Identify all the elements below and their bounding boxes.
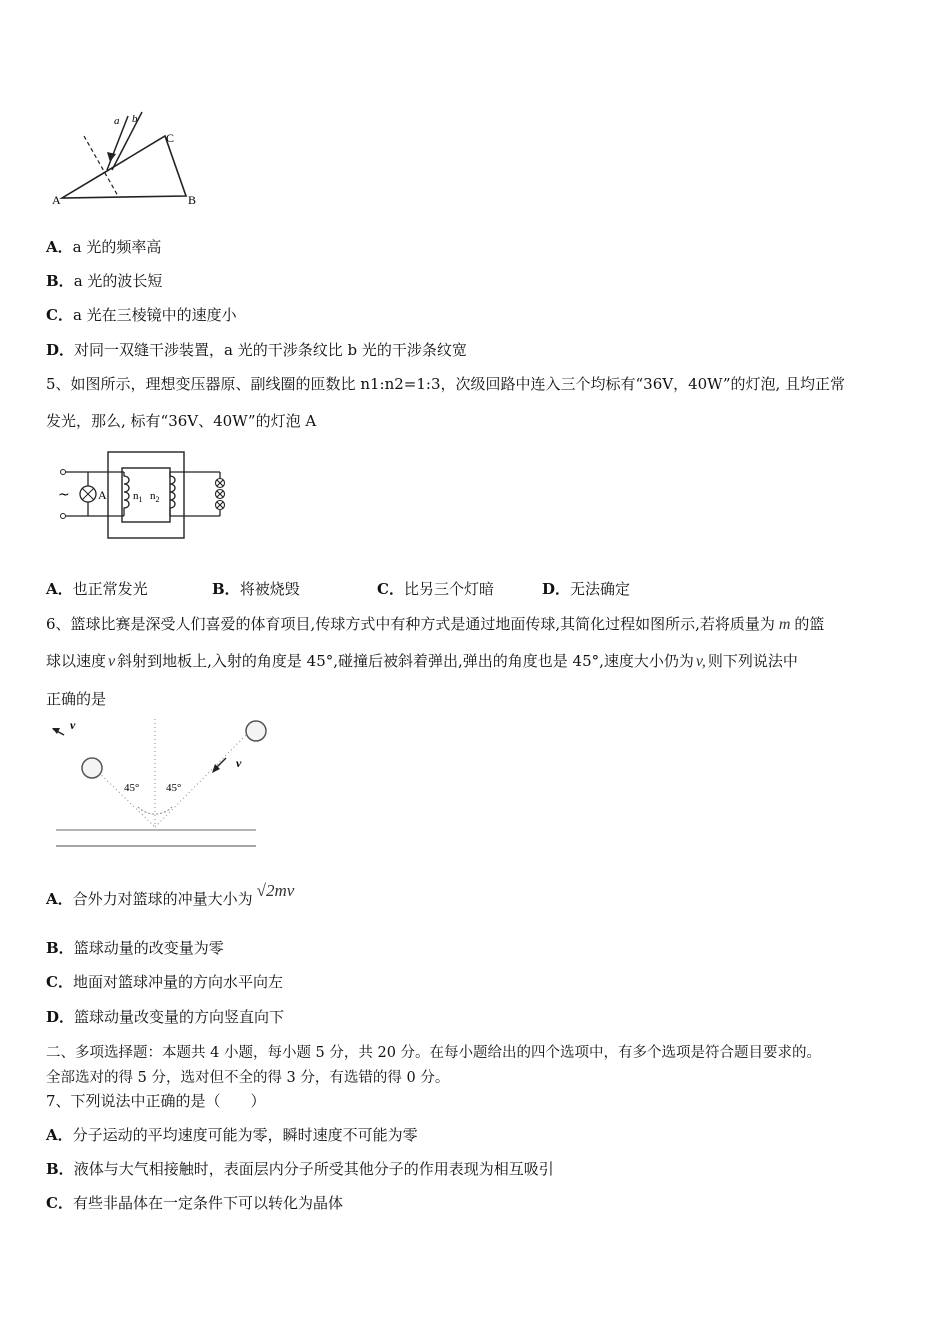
option-text: 分子运动的平均速度可能为零，瞬时速度不可能为零 bbox=[72, 1126, 418, 1144]
stem-text: 则下列说法中 bbox=[707, 652, 798, 670]
q7-option-a bbox=[46, 1124, 418, 1145]
ac-source-symbol: ~ bbox=[58, 487, 70, 503]
q4-option-d bbox=[46, 339, 467, 360]
option-letter: B． bbox=[46, 272, 74, 290]
option-text: 比另三个灯暗 bbox=[403, 580, 494, 598]
q6-stem-line2 bbox=[46, 650, 798, 671]
velocity-symbol: v, bbox=[695, 653, 706, 670]
option-letter: A． bbox=[46, 1126, 73, 1144]
option-letter: A． bbox=[46, 890, 73, 908]
q5-option-d bbox=[542, 578, 630, 599]
q7-option-b bbox=[46, 1158, 554, 1179]
ball-left bbox=[82, 758, 102, 778]
label-a: a bbox=[114, 115, 120, 127]
q6-stem-line1 bbox=[46, 613, 824, 634]
option-letter: B． bbox=[46, 939, 74, 957]
option-text: 也正常发光 bbox=[72, 580, 148, 598]
lamp-a-label: A bbox=[98, 488, 107, 502]
q5-stem-line2: 发光，那么, 标有“36V、40W”的灯泡 A bbox=[46, 412, 317, 430]
option-letter: B． bbox=[46, 1160, 74, 1178]
angle-label-left: 45° bbox=[124, 782, 140, 794]
secondary-lamps bbox=[216, 479, 225, 510]
n1-label: $n_1$ bbox=[133, 490, 143, 504]
option-letter: D． bbox=[542, 580, 571, 598]
velocity-symbol: v bbox=[108, 653, 116, 670]
option-letter: B． bbox=[212, 580, 240, 598]
option-text: 有些非晶体在一定条件下可以转化为晶体 bbox=[72, 1194, 343, 1212]
option-letter: C． bbox=[46, 1194, 73, 1212]
q5-stem-line1: 5、如图所示，理想变压器原、副线圈的匝数比 n1:n2=1:3，次级回路中连入三个均标有“36V，40W”的灯泡, 且均正常 bbox=[46, 375, 846, 393]
stem-text: 6、篮球比赛是深受人们喜爱的体育项目,传球方式中有种方式是通过地面传球,其简化过程如图所示,若将质量为 bbox=[46, 615, 775, 633]
q5-option-a bbox=[46, 578, 148, 599]
option-text: 篮球动量改变量的方向竖直向下 bbox=[74, 1008, 285, 1026]
transformer-core-outer bbox=[108, 452, 184, 538]
option-letter: D． bbox=[46, 341, 75, 359]
option-text: 地面对篮球冲量的方向水平向左 bbox=[72, 973, 283, 991]
option-letter: C． bbox=[377, 580, 404, 598]
secondary-coil bbox=[170, 472, 175, 516]
stem-text: 球以速度 bbox=[46, 652, 107, 670]
option-text: 无法确定 bbox=[570, 580, 631, 598]
section2-instructions-line2: 全部选对的得 5 分，选对但不全的得 3 分，有选错的得 0 分。 bbox=[46, 1070, 450, 1086]
stem-text: 的篮 bbox=[794, 615, 825, 633]
option-text: 合外力对篮球的冲量大小为 bbox=[72, 890, 253, 908]
section2-instructions-line1: 二、多项选择题：本题共 4 小题，每小题 5 分，共 20 分。在每小题给出的四个选项中，有多个选项是符合题目要求的。 bbox=[46, 1045, 822, 1061]
arrow-head bbox=[107, 152, 116, 162]
q5-option-b bbox=[212, 578, 300, 599]
q7-option-c bbox=[46, 1192, 343, 1213]
label-B: B bbox=[188, 193, 197, 207]
q7-stem: 7、下列说法中正确的是（ ） bbox=[46, 1092, 266, 1110]
option-text: a 光的波长短 bbox=[73, 272, 163, 290]
option-text: 对同一双缝干涉装置，a 光的干涉条纹比 b 光的干涉条纹宽 bbox=[74, 341, 467, 359]
q5-option-c bbox=[377, 578, 494, 599]
n2-label: $n_2$ bbox=[150, 490, 160, 504]
incident-dotted-line bbox=[93, 767, 155, 827]
refracted-ray bbox=[62, 170, 109, 198]
label-b: b bbox=[132, 113, 138, 125]
option-letter: C． bbox=[46, 973, 73, 991]
v-label-right: v bbox=[236, 756, 242, 770]
option-letter: A． bbox=[46, 238, 73, 256]
option-text: a 光在三棱镜中的速度小 bbox=[72, 306, 237, 324]
q4-option-a bbox=[46, 236, 161, 257]
option-letter: C． bbox=[46, 306, 73, 324]
q4-option-b bbox=[46, 270, 162, 291]
label-C: C bbox=[166, 131, 175, 145]
q6-option-c bbox=[46, 971, 283, 992]
option-letter: A． bbox=[46, 580, 73, 598]
normal-dashed-line bbox=[84, 136, 118, 196]
q6-option-d bbox=[46, 1006, 284, 1027]
angle-label-right: 45° bbox=[166, 782, 182, 794]
impulse-formula: √2mv bbox=[256, 881, 295, 900]
reflected-dotted-line bbox=[155, 733, 248, 827]
mass-symbol: m bbox=[778, 616, 791, 633]
prism-diagram bbox=[50, 108, 210, 208]
q6-stem-line3: 正确的是 bbox=[46, 690, 107, 708]
option-text: a 光的频率高 bbox=[72, 238, 162, 256]
option-text: 液体与大气相接触时，表面层内分子所受其他分子的作用表现为相互吸引 bbox=[73, 1160, 554, 1178]
q6-option-a bbox=[46, 881, 295, 909]
option-text: 篮球动量的改变量为零 bbox=[73, 939, 224, 957]
v-label-left: v bbox=[70, 718, 76, 732]
stem-text: 斜射到地板上,入射的角度是 45°,碰撞后被斜着弹出,弹出的角度也是 45°,速度大小仍为 bbox=[117, 652, 694, 670]
label-A: A bbox=[52, 193, 61, 207]
option-text: 将被烧毁 bbox=[239, 580, 300, 598]
option-letter: D． bbox=[46, 1008, 75, 1026]
transformer-diagram bbox=[56, 446, 236, 546]
q4-option-c bbox=[46, 304, 237, 325]
primary-coil bbox=[124, 472, 129, 516]
q6-option-b bbox=[46, 937, 224, 958]
basketball-diagram bbox=[48, 715, 268, 855]
ball-right bbox=[246, 721, 266, 741]
